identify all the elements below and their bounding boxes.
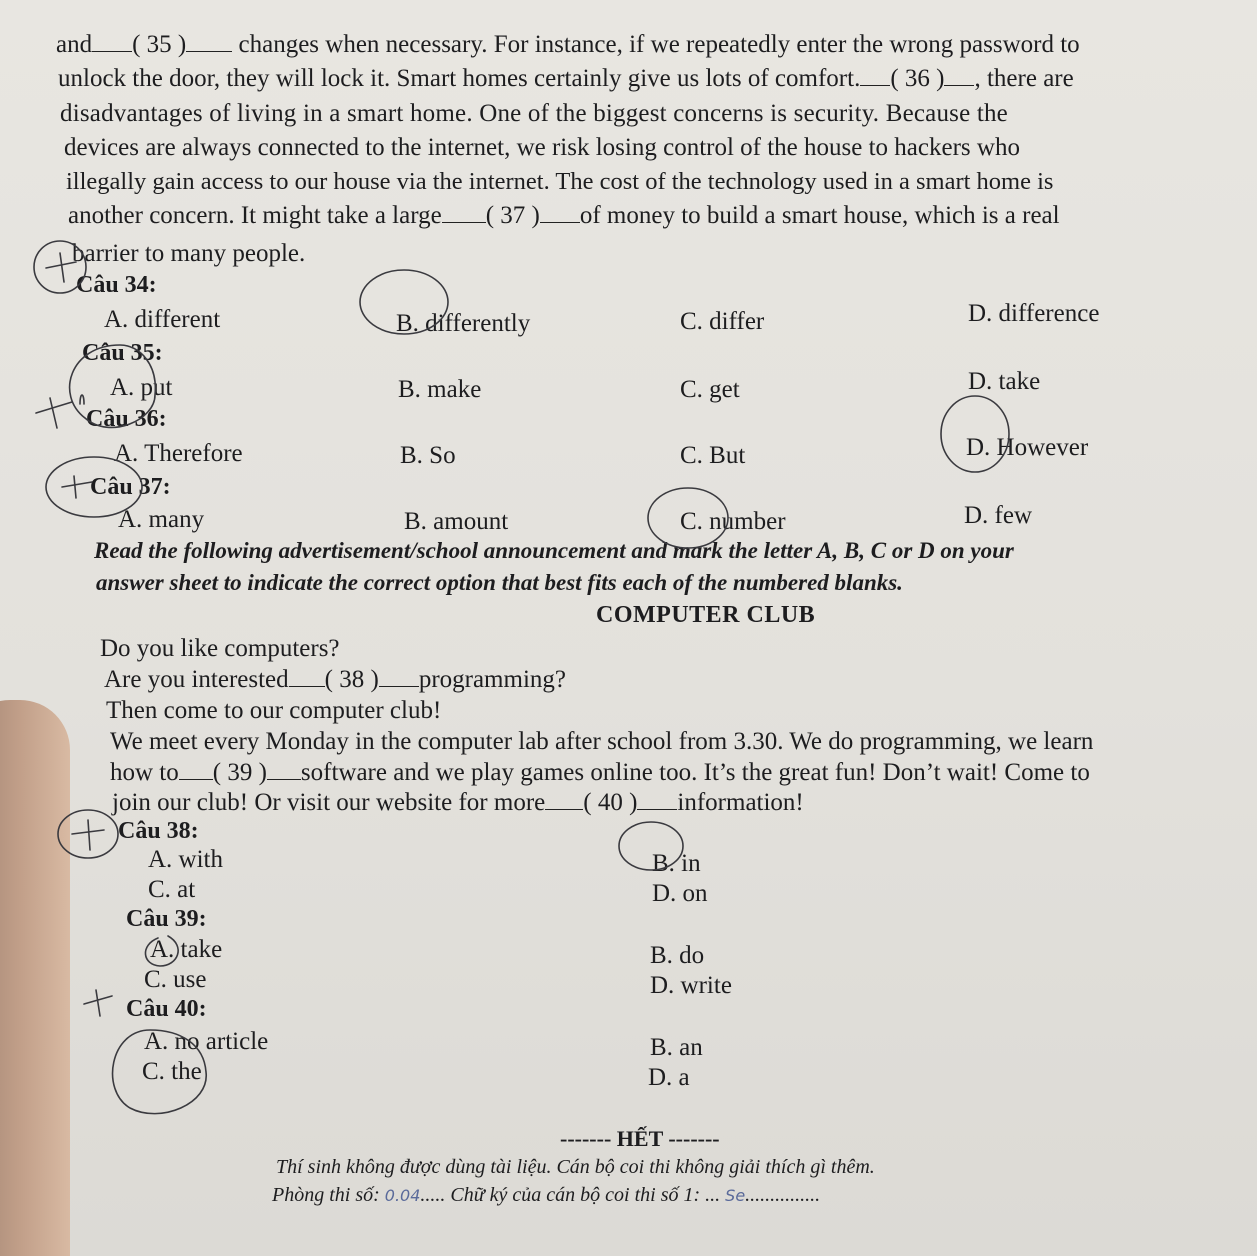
option-35-a: A. put xyxy=(110,374,173,401)
blank-36: ( 36 ) xyxy=(890,65,945,92)
room-line: Phòng thi số: 0.04..... Chữ ký của cán bộ coi thi số 1: ... Se............... xyxy=(272,1184,821,1206)
option-39-c: C. use xyxy=(144,966,207,993)
cross-mark-icon xyxy=(36,395,84,428)
question-label-34: Câu 34: xyxy=(76,272,157,298)
answer-circle-36 xyxy=(941,396,1009,472)
instruction-line-1: Read the following advertisement/school announcement and mark the letter A, B, C or D on your xyxy=(94,538,1014,563)
option-40-a: A. no article xyxy=(144,1028,269,1055)
blank-40: ( 40 ) xyxy=(583,789,638,816)
question-label-37: Câu 37: xyxy=(90,474,171,500)
ad-title: COMPUTER CLUB xyxy=(596,602,816,628)
signature-label: Chữ ký của cán bộ coi thi số 1: ... xyxy=(450,1184,721,1206)
option-38-c: C. at xyxy=(148,876,196,903)
question-label-40: Câu 40: xyxy=(126,996,207,1022)
room-number: 0.04 xyxy=(384,1186,421,1205)
answer-circle-39 xyxy=(145,936,178,966)
passage-line-3: disadvantages of living in a smart home. One of the biggest concerns is security. Because the xyxy=(60,100,1008,127)
answer-circle-37 xyxy=(648,488,728,548)
blank-39: ( 39 ) xyxy=(212,759,267,786)
option-34-c: C. differ xyxy=(680,308,765,335)
option-37-b: B. amount xyxy=(404,508,509,535)
option-38-a: A. with xyxy=(148,846,223,873)
option-39-b: B. do xyxy=(650,942,705,969)
option-36-d: D. However xyxy=(966,434,1089,461)
cross-mark-icon xyxy=(34,241,86,293)
answer-circle-38 xyxy=(619,822,683,870)
option-40-b: B. an xyxy=(650,1034,703,1061)
option-38-d: D. on xyxy=(652,880,708,907)
answer-circle-40 xyxy=(113,1030,207,1114)
room-label: Phòng thi số: xyxy=(272,1184,380,1206)
option-37-c: C. number xyxy=(680,508,786,535)
option-37-a: A. many xyxy=(118,506,205,533)
option-35-c: C. get xyxy=(680,376,740,403)
answer-circle-35 xyxy=(70,345,156,427)
option-40-d: D. a xyxy=(648,1064,690,1091)
cross-mark-icon xyxy=(58,810,118,858)
option-34-b: B. differently xyxy=(396,310,531,337)
ad-line-6: join our club! Or visit our website for more ( 40 ) information! xyxy=(112,789,804,816)
option-34-a: A. different xyxy=(104,306,221,333)
option-35-b: B. make xyxy=(398,376,482,403)
ad-line-4: We meet every Monday in the computer lab after school from 3.30. We do programming, we learn xyxy=(110,728,1094,755)
option-36-a: A. Therefore xyxy=(114,440,243,467)
instruction-line-2: answer sheet to indicate the correct option that best fits each of the numbered blanks. xyxy=(96,570,903,595)
option-39-d: D. write xyxy=(650,972,732,999)
ad-line-2: Are you interested ( 38 ) programming? xyxy=(104,666,566,693)
signature: Se xyxy=(725,1186,746,1205)
question-label-38: Câu 38: xyxy=(118,818,199,844)
exam-note: Thí sinh không được dùng tài liệu. Cán bộ coi thi không giải thích gì thêm. xyxy=(276,1156,875,1178)
passage-line-6: another concern. It might take a large ( 37 ) of money to build a smart house, which is a real xyxy=(68,202,1060,229)
passage-line-5: illegally gain access to our house via the internet. The cost of the technology used in a smart home is xyxy=(66,168,1054,195)
ad-line-5: how to ( 39 ) software and we play games online too. It’s the great fun! Don’t wait! Come to xyxy=(110,759,1090,786)
option-38-b: B. in xyxy=(652,850,701,877)
option-35-d: D. take xyxy=(968,368,1041,395)
option-36-c: C. But xyxy=(680,442,746,469)
question-label-35: Câu 35: xyxy=(82,340,163,366)
passage-line-4: devices are always connected to the internet, we risk losing control of the house to hackers who xyxy=(64,134,1020,161)
blank-35: ( 35 ) xyxy=(132,31,187,58)
option-37-d: D. few xyxy=(964,502,1033,529)
blank-38: ( 38 ) xyxy=(324,666,379,693)
answer-circle-34 xyxy=(360,270,448,334)
option-36-b: B. So xyxy=(400,442,456,469)
end-marker: ------- HẾT ------- xyxy=(560,1126,720,1151)
blank-37: ( 37 ) xyxy=(485,202,540,229)
passage-line-2: unlock the door, they will lock it. Smart homes certainly give us lots of comfort. ( 36 ) , there are xyxy=(58,65,1074,92)
ad-line-1: Do you like computers? xyxy=(100,635,340,662)
question-label-39: Câu 39: xyxy=(126,906,207,932)
question-label-36: Câu 36: xyxy=(86,406,167,432)
cross-mark-icon xyxy=(84,990,112,1016)
passage-line-7: barrier to many people. xyxy=(72,240,306,267)
cross-mark-icon xyxy=(46,457,142,517)
option-34-d: D. difference xyxy=(968,300,1100,327)
passage-line-1: and ( 35 ) changes when necessary. For instance, if we repeatedly enter the wrong password to xyxy=(56,31,1080,58)
option-39-a: A. take xyxy=(150,936,223,963)
ad-line-3: Then come to our computer club! xyxy=(106,697,442,724)
option-40-c: C. the xyxy=(142,1058,202,1085)
